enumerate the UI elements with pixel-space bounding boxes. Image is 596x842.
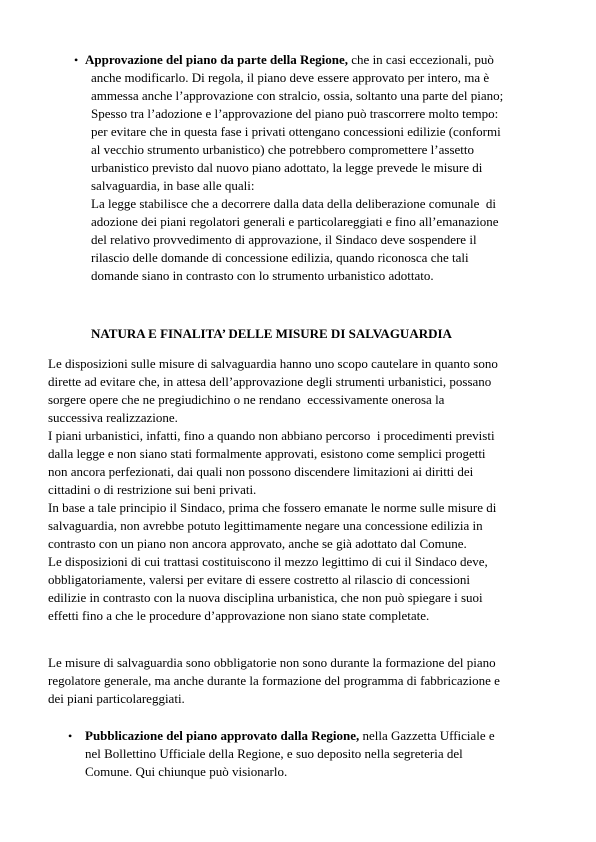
paragraph-line: regolatore generale, ma anche durante la formazione del programma di fabbricazione e (48, 673, 500, 688)
bullet-first-line (85, 727, 495, 745)
bullet-line: per evitare che in questa fase i privati ottengano concessioni edilizie (conformi (91, 124, 501, 139)
bullet-line: urbanistico previsto dal nuovo piano adottato, la legge prevede le misure di (91, 160, 483, 175)
paragraph-line: sorgere opere che ne pregiudichino o ne rendano eccessivamente onerosa la (48, 392, 445, 407)
bullet-first-rest: che in casi eccezionali, può (348, 52, 494, 67)
bullet-line: ammessa anche l’approvazione con stralcio, ossia, soltanto una parte del piano; (91, 88, 504, 103)
paragraph-line: non ancora perfezionati, dai quali non possono discendere limitazioni ai diritti dei (48, 464, 474, 479)
bullet-line: Comune. Qui chiunque può visionarlo. (85, 764, 288, 779)
bullet-line: rilascio delle domande di concessione edilizia, quando riconosca che tali (91, 250, 469, 265)
bullet-line: salvaguardia, in base alle quali: (91, 178, 255, 193)
paragraph-line: edilizie in contrasto con la nuova disciplina urbanistica, che non può spiegare i suoi (48, 590, 483, 605)
section-heading: NATURA E FINALITA’ DELLE MISURE DI SALVAGUARDIA (91, 326, 452, 341)
paragraph-line: Le disposizioni sulle misure di salvaguardia hanno uno scopo cautelare in quanto sono (48, 356, 498, 371)
paragraph-line: effetti fino a che le procedure d’approvazione non siano state completate. (48, 608, 430, 623)
paragraph-line: Le disposizioni di cui trattasi costituiscono il mezzo legittimo di cui il Sindaco deve, (48, 554, 488, 569)
paragraph-line: dalla legge e non siano stati formalmente approvati, esistono come semplici progetti (48, 446, 486, 461)
bullet-line: nel Bollettino Ufficiale della Regione, e suo deposito nella segreteria del (85, 746, 463, 761)
bullet-line: anche modificarlo. Di regola, il piano deve essere approvato per intero, ma è (91, 70, 490, 85)
bullet-line: del relativo provvedimento di approvazione, il Sindaco deve sospendere il (91, 232, 477, 247)
paragraph-line: dei piani particolareggiati. (48, 691, 185, 706)
paragraph-line: In base a tale principio il Sindaco, prima che fossero emanate le norme sulle misure di (48, 500, 497, 515)
bullet-line: al vecchio strumento urbanistico) che potrebbero compromettere l’assetto (91, 142, 474, 157)
bullet-first-line (85, 51, 494, 69)
paragraph-line: I piani urbanistici, infatti, fino a quando non abbiano percorso i procedimenti previsti (48, 428, 495, 443)
bullet-first-rest: nella Gazzetta Ufficiale e (359, 728, 495, 743)
bullet-marker: • (74, 53, 79, 67)
bullet-line: adozione dei piani regolatori generali e particolareggiati e fino all’emanazione (91, 214, 499, 229)
bullet-bold-lead: Pubblicazione del piano approvato dalla Regione, (85, 728, 360, 743)
paragraph-line: dirette ad evitare che, in attesa dell’approvazione degli strumenti urbanistici, possano (48, 374, 492, 389)
paragraph-line: salvaguardia, non avrebbe potuto legittimamente negare una concessione edilizia in (48, 518, 483, 533)
bullet-marker: • (68, 729, 73, 743)
bullet-line: domande siano in contrasto con lo strumento urbanistico adottato. (91, 268, 434, 283)
bullet-line: Spesso tra l’adozione e l’approvazione del piano può trascorrere molto tempo: (91, 106, 499, 121)
paragraph-line: contrasto con un piano non ancora approvato, anche se già adottato dal Comune. (48, 536, 467, 551)
bullet-bold-lead: Approvazione del piano da parte della Regione, (85, 52, 349, 67)
paragraph-line: cittadini o di restrizione sui beni privati. (48, 482, 257, 497)
paragraph-line: obbligatoriamente, valersi per evitare di essere costretto al rilascio di concessioni (48, 572, 470, 587)
bullet-line: La legge stabilisce che a decorrere dalla data della deliberazione comunale di (91, 196, 496, 211)
paragraph-line: Le misure di salvaguardia sono obbligatorie non sono durante la formazione del piano (48, 655, 496, 670)
paragraph-line: successiva realizzazione. (48, 410, 178, 425)
